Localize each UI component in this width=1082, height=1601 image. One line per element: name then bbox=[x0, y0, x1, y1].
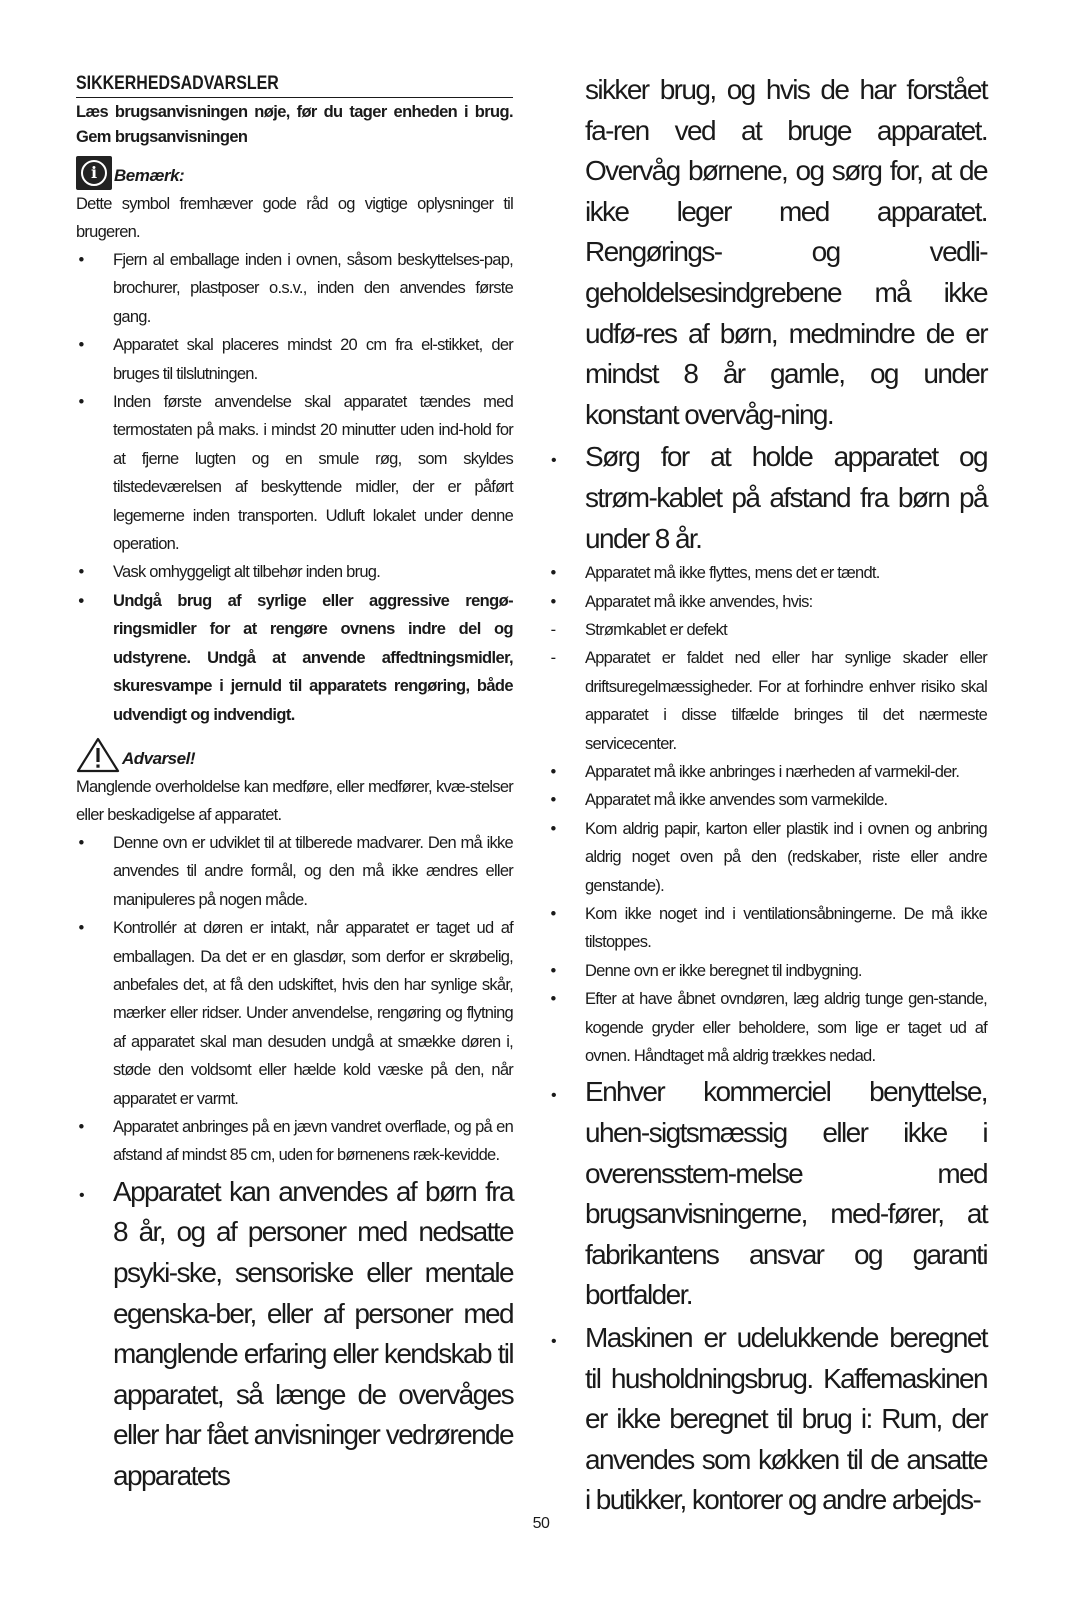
note-text: Dette symbol fremhæver gode råd og vigtige oplysninger til brugeren. bbox=[76, 195, 513, 241]
continuation-text: sikker brug, og hvis de har forstået fa-ren ved at bruge apparatet. Overvåg børnene, og sørg for, at de ikke leger med apparatet. Rengørings- og vedli-geholdelsesindgrebene må ikke udfø-res af børn, medmindre de er mindst 8 år gamle, og under konstant overvåg-ning. bbox=[585, 74, 987, 430]
list-item: • Apparatet må ikke anvendes som varmekilde. bbox=[550, 791, 888, 810]
list-item: • Kontrollér at døren er intakt, når apparatet er taget ud af emballagen. Da det er en glasdør, som derfor er skrøbelig, anbefales det, at få den udskiftet, hvis den har synlige skår, mærker eller ridser. Under anvendelse, rengøring og flytning af apparatet skal man desuden undgå at smække døren i, støde den voldsomt eller hælde kold væske på den, når apparatet er varmt. bbox=[78, 919, 513, 1108]
list-item: • Apparatet kan anvendes af børn fra 8 år, og af personer med nedsatte psyki-ske, sensoriske eller mentale egenska-ber, eller af personer med manglende erfaring eller kendskab til apparatet, så længe de overvåges eller har fået anvisninger vedrørende apparatets bbox=[78, 1175, 513, 1491]
section-title: SIKKERHEDSADVARSLER bbox=[76, 73, 279, 94]
list-item: • Inden første anvendelse skal apparatet tændes med termostaten på maks. i mindst 20 minutter uden ind-hold for at fjerne lugten og en smule røg, som skyldes tilstedeværelsen af beskyttende midler, der er påført legemerne inden transporten. Udluft lokalet under denne operation. bbox=[78, 393, 513, 554]
warning-label: Advarsel! bbox=[122, 748, 195, 768]
precautions-list bbox=[76, 246, 513, 729]
list-item: • Denne ovn er udviklet til at tilberede madvarer. Den må ikke anvendes til andre formål, og den må ikke ændres eller manipuleres på nogen måde. bbox=[78, 833, 513, 909]
info-icon: i bbox=[76, 156, 112, 190]
list-item: • Denne ovn er ikke beregnet til indbygning. bbox=[550, 961, 862, 980]
intro-text: Læs brugsanvisningen nøje, før du tager enheden i brug. Gem brugsanvisningen bbox=[76, 103, 513, 146]
note-label: Bemærk: bbox=[114, 166, 185, 185]
list-item: • Apparatet må ikke anvendes, hvis: bbox=[550, 592, 813, 611]
note-heading bbox=[76, 154, 513, 190]
list-item: • Maskinen er udelukkende beregnet til husholdningsbrug. Kaffemaskinen er ikke beregnet til brug i: Rum, der anvendes som køkken til de ansatte i butikker, kontorer og andre arbejds- bbox=[550, 1322, 987, 1516]
warning-triangle-icon bbox=[76, 737, 120, 773]
list-item: • Kom aldrig papir, karton eller plastik ind i ovnen og anbring aldrig noget oven på den (redskaber, riste eller andre genstande). bbox=[550, 819, 987, 895]
list-item: • Apparatet skal placeres mindst 20 cm fra el-stikket, der bruges til tilslutningen. bbox=[78, 336, 513, 383]
list-item: • Enhver kommerciel benyttelse, uhen-sigtsmæssig eller ikke i overensstem-melse med brugsanvisningerne, med-fører, at fabrikantens ansvar og garanti bortfalder. bbox=[550, 1076, 987, 1311]
list-item: • Efter at have åbnet ovndøren, læg aldrig tunge gen-stande, kogende gryder eller beholdere, som lige er taget ud af ovnen. Håndtaget må aldrig trækkes nedad. bbox=[550, 990, 987, 1066]
list-item: • Kom ikke noget ind i ventilationsåbningerne. De må ikke tilstoppes. bbox=[550, 905, 987, 952]
list-item: • Fjern al emballage inden i ovnen, såsom beskyttelses-pap, brochurer, plastposer o.s.v., inden den anvendes første gang. bbox=[78, 251, 513, 326]
left-column bbox=[76, 72, 513, 1497]
page-number: 50 bbox=[532, 1515, 550, 1532]
list-item: - Apparatet er faldet ned eller har synlige skader eller driftsuregelmæssigheder. For at forhindre enhver risiko skal apparatet i disse tilfælde bringes til det nærmeste servicecenter. bbox=[550, 649, 987, 753]
list-item: • Undgå brug af syrlige eller aggressive rengø-ringsmidler for at rengøre ovnens indre del og udstyrene. Undgå at anvende affedtningsmidler, skuresvampe i jernuld til apparatets rengøring, både udvendigt og indvendigt. bbox=[78, 591, 513, 724]
warning-text: Manglende overholdelse kan medføre, eller medfører, kvæ-stelser eller beskadigelse af apparatet. bbox=[76, 777, 513, 824]
list-item: • Apparatet anbringes på en jævn vandret overflade, og på en afstand af mindst 85 cm, uden for børnenens ræk-kevidde. bbox=[78, 1117, 513, 1165]
right-column bbox=[548, 70, 987, 1521]
right-list bbox=[548, 70, 987, 1521]
list-item: - Strømkablet er defekt bbox=[550, 620, 727, 639]
title-rule bbox=[76, 97, 513, 98]
warnings-list bbox=[76, 829, 513, 1497]
list-item: • Sørg for at holde apparatet og strøm-kablet på afstand fra børn på under 8 år. bbox=[550, 441, 987, 554]
list-item: • Vask omhyggeligt alt tilbehør inden brug. bbox=[78, 563, 381, 582]
warning-heading bbox=[76, 737, 513, 773]
list-item: • Apparatet må ikke flyttes, mens det er tændt. bbox=[550, 564, 880, 583]
list-item: • Apparatet må ikke anbringes i nærheden af varmekil-der. bbox=[550, 762, 960, 781]
